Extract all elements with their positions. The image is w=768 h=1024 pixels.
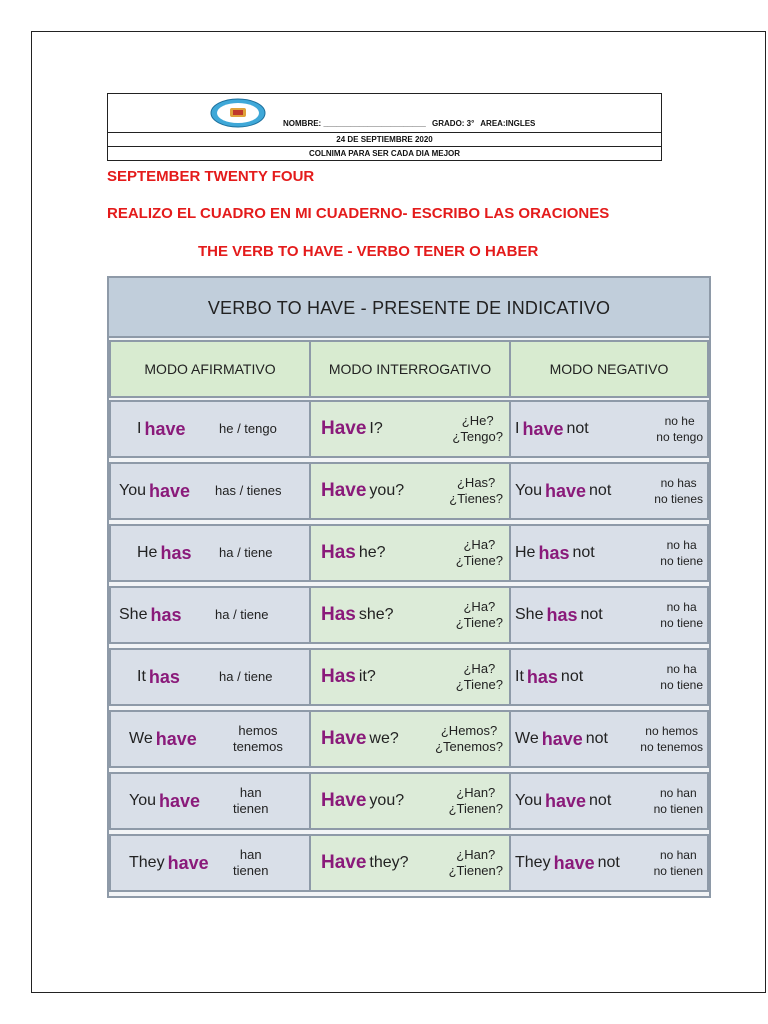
affirmative-translation [219, 526, 273, 580]
interrogative-cell [309, 524, 511, 582]
interrogative-cell [309, 462, 511, 520]
interrogative-translation [435, 712, 503, 766]
translation-line: no tiene [660, 678, 703, 692]
affirmative-translation [215, 588, 269, 642]
affirmative-cell [109, 710, 311, 768]
verb: have [159, 790, 201, 811]
translation-line: no has [660, 476, 697, 490]
translation-line: ha / tiene [215, 607, 269, 622]
negative-cell [509, 462, 709, 520]
translation-line: ¿Hemos? [440, 723, 498, 738]
instructions: REALIZO EL CUADRO EN MI CUADERNO- ESCRIBO LAS ORACIONES [107, 205, 610, 222]
verb: has [150, 604, 182, 625]
affirmative-cell [109, 462, 311, 520]
subject: It [137, 668, 146, 685]
translation-line: ¿Tienen? [448, 863, 503, 878]
subject: You [515, 482, 542, 499]
negative-translation [656, 402, 703, 456]
negative-translation [660, 588, 703, 642]
subject: I [515, 420, 520, 437]
translation-line: ¿Tienes? [449, 491, 503, 506]
translation-line: no hemos [645, 724, 698, 738]
interrogative-cell [309, 710, 511, 768]
affirmative-translation [233, 774, 268, 828]
subject: she? [358, 606, 394, 623]
header-row-name [108, 94, 661, 133]
translation-line: no ha [666, 600, 697, 614]
translation-line: han [239, 785, 262, 800]
negative-translation [654, 836, 703, 890]
translation-line: tienen [233, 801, 269, 816]
subject: you? [369, 792, 405, 809]
header-interrogative: MODO INTERROGATIVO [309, 340, 511, 398]
interrogative-cell [309, 586, 511, 644]
header-motto: COLNIMA PARA SER CADA DIA MEJOR [108, 146, 661, 160]
not-word: not [572, 544, 595, 561]
verb: have [522, 418, 564, 439]
translation-line: ¿Has? [456, 475, 496, 490]
school-header [107, 93, 662, 161]
translation-line: no ha [666, 538, 697, 552]
verb: Have [321, 728, 367, 749]
affirmative-cell [109, 772, 311, 830]
negative-translation [660, 526, 703, 580]
interrogative-sentence [321, 526, 386, 580]
affirmative-translation [219, 402, 277, 456]
date-heading: SEPTEMBER TWENTY FOUR [107, 168, 315, 185]
verb-table [107, 276, 711, 898]
interrogative-translation [456, 526, 503, 580]
interrogative-sentence [321, 836, 409, 890]
header-affirmative: MODO AFIRMATIVO [109, 340, 311, 398]
verb: has [526, 666, 558, 687]
translation-line: ¿Ha? [463, 599, 496, 614]
header-negative: MODO NEGATIVO [509, 340, 709, 398]
translation-line: no tiene [660, 616, 703, 630]
verb: Have [321, 790, 367, 811]
verb: Have [321, 480, 367, 501]
translation-line: ¿Han? [456, 785, 496, 800]
interrogative-sentence [321, 588, 394, 642]
topic-title: THE VERB TO HAVE - VERBO TENER O HABER [198, 243, 539, 260]
negative-cell [509, 772, 709, 830]
interrogative-cell [309, 648, 511, 706]
affirmative-cell [109, 834, 311, 892]
not-word: not [589, 792, 612, 809]
verb: have [155, 728, 197, 749]
subject: You [129, 792, 156, 809]
verb: Have [321, 852, 367, 873]
translation-line: ¿Han? [456, 847, 496, 862]
affirmative-sentence [119, 464, 193, 518]
negative-cell [509, 710, 709, 768]
translation-line: ¿Ha? [463, 537, 496, 552]
verb: have [545, 480, 587, 501]
subject: I [137, 420, 142, 437]
translation-line: hemos [238, 723, 278, 738]
interrogative-translation [449, 464, 503, 518]
translation-line: no tienen [653, 802, 703, 816]
subject: they? [369, 854, 409, 871]
negative-cell [509, 586, 709, 644]
interrogative-cell [309, 772, 511, 830]
header-date: 24 DE SEPTIEMBRE 2020 [336, 135, 433, 144]
table-title: VERBO TO HAVE - PRESENTE DE INDICATIVO [109, 278, 709, 338]
negative-sentence [515, 464, 611, 518]
affirmative-translation [215, 464, 282, 518]
translation-line: no han [659, 786, 697, 800]
negative-translation [654, 464, 703, 518]
translation-line: he / tengo [219, 421, 277, 436]
verb: has [160, 542, 192, 563]
header-fields [283, 119, 539, 128]
affirmative-sentence [129, 836, 212, 890]
subject: I? [369, 420, 383, 437]
interrogative-sentence [321, 774, 404, 828]
area-label: AREA:INGLES [480, 119, 536, 128]
negative-translation [640, 712, 703, 766]
negative-cell [509, 648, 709, 706]
subject: They [515, 854, 551, 871]
subject: it? [358, 668, 376, 685]
affirmative-cell [109, 648, 311, 706]
translation-line: ¿Tiene? [455, 615, 503, 630]
verb: has [538, 542, 570, 563]
translation-line: no han [659, 848, 697, 862]
subject: We [515, 730, 539, 747]
subject: He [515, 544, 536, 561]
negative-sentence [515, 836, 620, 890]
negative-cell [509, 524, 709, 582]
negative-sentence [515, 650, 583, 704]
subject: You [515, 792, 542, 809]
interrogative-translation [456, 588, 503, 642]
affirmative-sentence [137, 650, 183, 704]
subject: We [129, 730, 153, 747]
translation-line: ¿Ha? [463, 661, 496, 676]
affirmative-sentence [137, 402, 188, 456]
not-word: not [585, 730, 608, 747]
interrogative-sentence [321, 402, 383, 456]
translation-line: ¿Tiene? [455, 677, 503, 692]
translation-line: ha / tiene [219, 669, 273, 684]
not-word: not [566, 420, 589, 437]
interrogative-sentence [321, 650, 376, 704]
not-word: not [560, 668, 584, 685]
verb: have [149, 480, 191, 501]
translation-line: no tenemos [640, 740, 703, 754]
affirmative-sentence [137, 526, 194, 580]
translation-line: has / tienes [215, 483, 282, 498]
verb: have [167, 852, 209, 873]
interrogative-translation [449, 774, 503, 828]
translation-line: no ha [666, 662, 697, 676]
translation-line: no tienes [654, 492, 703, 506]
affirmative-sentence [119, 588, 185, 642]
subject: She [119, 606, 148, 623]
subject: You [119, 482, 146, 499]
translation-line: no tienen [653, 864, 703, 878]
not-word: not [589, 482, 612, 499]
translation-line: han [239, 847, 262, 862]
translation-line: ¿He? [461, 413, 494, 428]
affirmative-translation [233, 836, 268, 890]
verb: have [553, 852, 595, 873]
interrogative-cell [309, 400, 511, 458]
negative-sentence [515, 526, 595, 580]
translation-line: ¿Tiene? [455, 553, 503, 568]
verb: Has [321, 666, 356, 687]
subject: She [515, 606, 544, 623]
translation-line: ¿Tenemos? [435, 739, 503, 754]
verb: Have [321, 418, 367, 439]
interrogative-translation [456, 650, 503, 704]
subject: we? [369, 730, 399, 747]
translation-line: tenemos [233, 739, 283, 754]
translation-line: ¿Tienen? [448, 801, 503, 816]
negative-cell [509, 400, 709, 458]
translation-line: tienen [233, 863, 269, 878]
grado-label: GRADO: 3° [432, 119, 475, 128]
interrogative-translation [449, 836, 503, 890]
subject: They [129, 854, 165, 871]
translation-line: no tengo [656, 430, 703, 444]
subject: you? [369, 482, 405, 499]
verb: Has [321, 542, 356, 563]
negative-translation [660, 650, 703, 704]
verb: have [541, 728, 583, 749]
interrogative-sentence [321, 712, 399, 766]
interrogative-translation [452, 402, 503, 456]
affirmative-cell [109, 586, 311, 644]
affirmative-cell [109, 524, 311, 582]
negative-translation [654, 774, 703, 828]
translation-line: ha / tiene [219, 545, 273, 560]
not-word: not [597, 854, 620, 871]
negative-sentence [515, 588, 603, 642]
translation-line: no he [664, 414, 695, 428]
verb: has [148, 666, 180, 687]
not-word: not [580, 606, 603, 623]
subject: he? [358, 544, 386, 561]
school-logo-icon [210, 98, 266, 128]
translation-line: ¿Tengo? [452, 429, 503, 444]
negative-sentence [515, 774, 611, 828]
verb: have [545, 790, 587, 811]
negative-sentence [515, 712, 608, 766]
interrogative-cell [309, 834, 511, 892]
interrogative-sentence [321, 464, 404, 518]
affirmative-translation [219, 650, 273, 704]
negative-cell [509, 834, 709, 892]
affirmative-translation [233, 712, 283, 766]
verb: has [546, 604, 578, 625]
nombre-label: NOMBRE: _______________________ [283, 119, 426, 128]
affirmative-cell [109, 400, 311, 458]
subject: It [515, 668, 524, 685]
negative-sentence [515, 402, 589, 456]
translation-line: no tiene [660, 554, 703, 568]
subject: He [137, 544, 158, 561]
verb: have [144, 418, 186, 439]
verb: Has [321, 604, 356, 625]
affirmative-sentence [129, 774, 203, 828]
affirmative-sentence [129, 712, 200, 766]
